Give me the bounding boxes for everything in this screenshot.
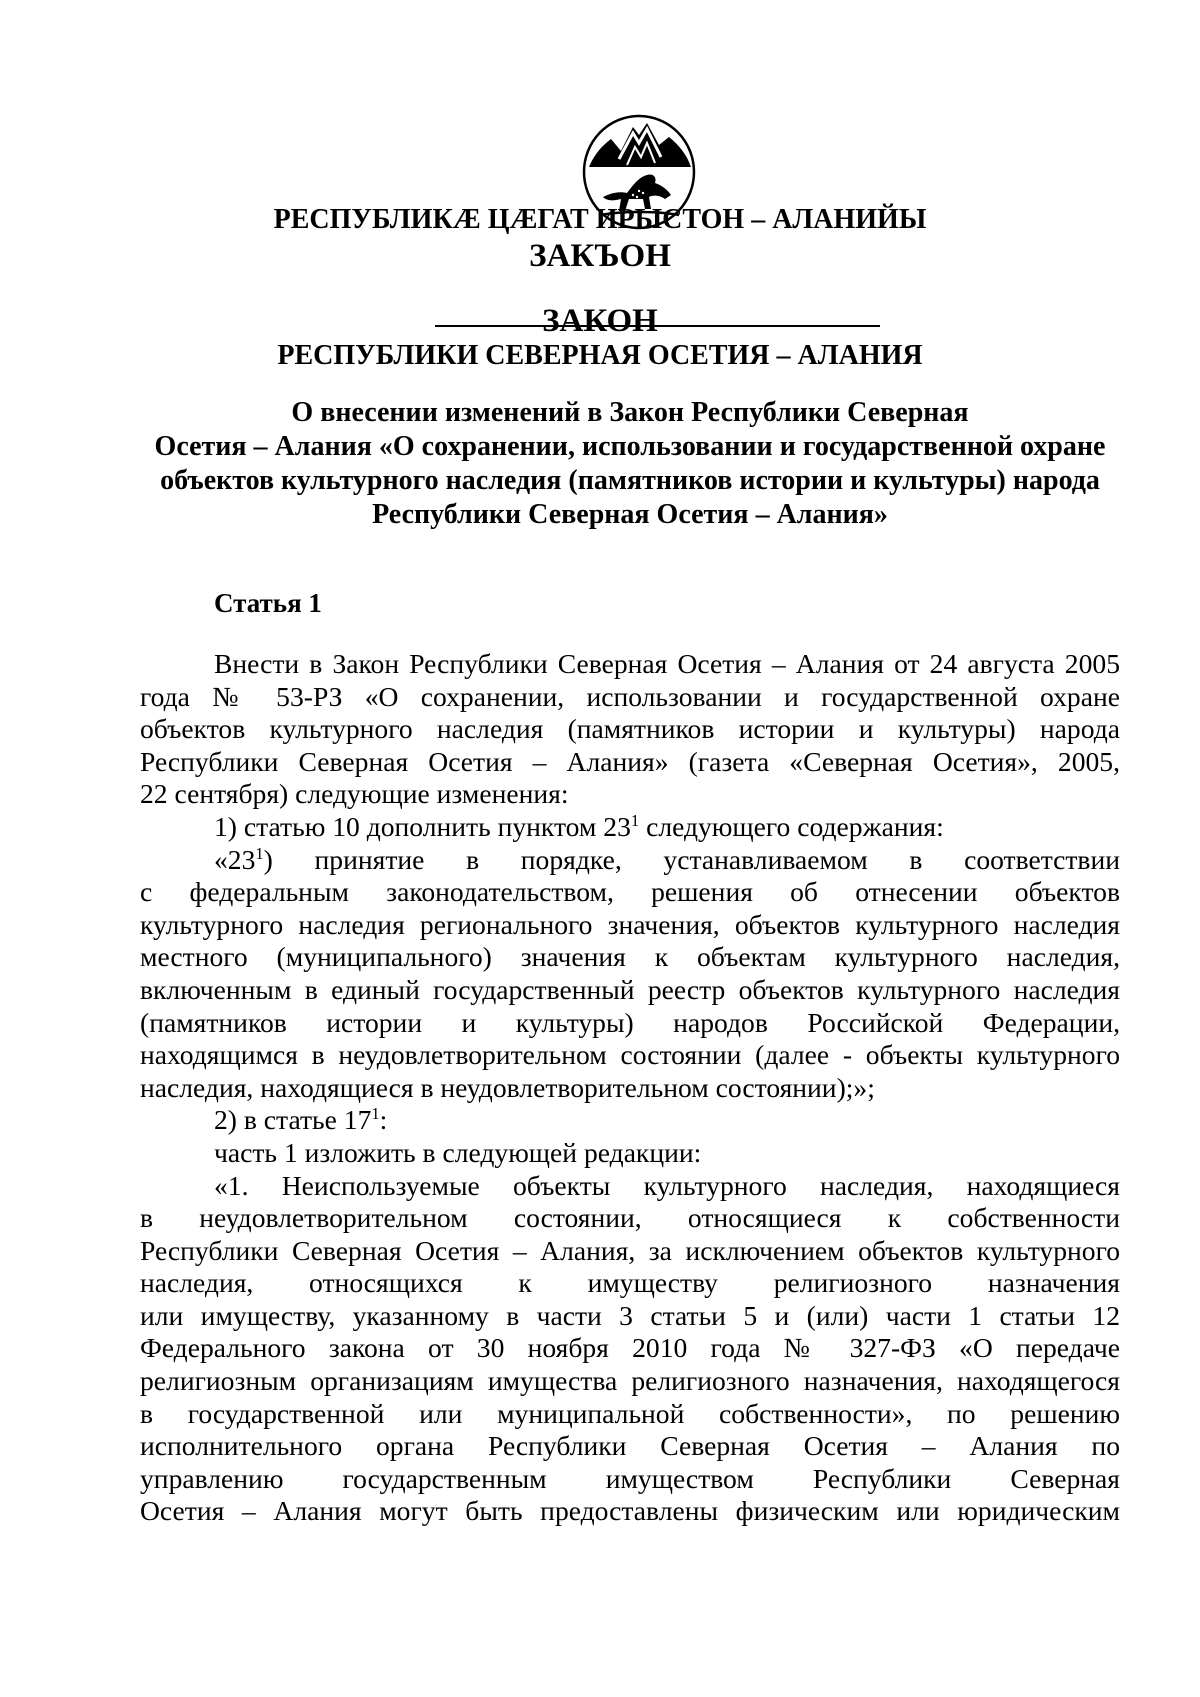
republic-name-ossetian: РЕСПУБЛИКӔ ЦӔГАТ ИРЫСТОН – АЛАНИЙЫ — [273, 204, 927, 235]
body-line: Осетия – Алания могут быть предоставлены физическим или юридическим — [140, 1495, 1120, 1527]
law-title-line: О внесении изменений в Закон Республики Северная — [291, 397, 969, 428]
body-line: года № 53-РЗ «О сохранении, использовании и государственной охране — [140, 680, 1120, 712]
law-title-line: Осетия – Алания «О сохранении, использовании и государственной охране — [154, 431, 1106, 462]
body-line: управлению государственным имуществом Республики Северная — [140, 1462, 1120, 1494]
body-line: или имуществу, указанному в части 3 статьи 5 и (или) части 1 статьи 12 — [140, 1299, 1120, 1331]
article-heading: Статья 1 — [214, 588, 322, 618]
law-body-text — [140, 648, 1120, 1528]
quote-2-first-line: «1. Неиспользуемые объекты культурного наследия, находящиеся — [214, 1169, 1120, 1201]
quote-1-open: «23 — [214, 843, 256, 875]
body-line: исполнительного органа Республики Северная Осетия – Алания по — [140, 1430, 1120, 1462]
body-line: в государственной или муниципальной собственности», по решению — [140, 1397, 1120, 1429]
quote-1-first-line — [140, 844, 1120, 877]
item-2-text-end: : — [379, 1104, 388, 1136]
law-title-line: объектов культурного наследия (памятников истории и культуры) народа — [160, 465, 1100, 496]
body-line: с федеральным законодательством, решения об отнесении объектов — [140, 876, 1120, 908]
item-1-text: 1) статью 10 дополнить пунктом 23 — [214, 810, 631, 842]
law-title-line: Республики Северная Осетия – Алания» — [372, 499, 888, 530]
body-line: в неудовлетворительном состоянии, относящиеся к собственности — [140, 1202, 1120, 1234]
body-line: наследия, относящихся к имуществу религиозного назначения — [140, 1267, 1120, 1299]
body-line: местного (муниципального) значения к объектам культурного наследия, — [140, 941, 1120, 973]
body-line: 22 сентября) следующие изменения: — [140, 778, 569, 810]
law-heading-ossetian: ЗАКЪОН — [529, 238, 671, 274]
body-line: Федерального закона от 30 ноября 2010 года № 327-ФЗ «О передаче — [140, 1332, 1120, 1364]
body-line: Республики Северная Осетия – Алания» (газета «Северная Осетия», 2005, — [140, 745, 1120, 777]
republic-name-russian: РЕСПУБЛИКИ СЕВЕРНАЯ ОСЕТИЯ – АЛАНИЯ — [277, 340, 923, 371]
law-title — [140, 396, 1120, 532]
body-line: Республики Северная Осетия – Алания, за исключением объектов культурного — [140, 1234, 1120, 1266]
superscript: 1 — [630, 810, 640, 830]
law-heading-russian: ЗАКОН — [542, 303, 658, 339]
body-line: религиозным организациям имущества религиозного назначения, находящегося — [140, 1365, 1120, 1397]
item-1-text-end: следующего содержания: — [639, 810, 944, 842]
body-line: находящимся в неудовлетворительном состоянии (далее - объекты культурного — [140, 1039, 1120, 1071]
body-line: (памятников истории и культуры) народов Российской Федерации, — [140, 1006, 1120, 1038]
body-line: объектов культурного наследия (памятников истории и культуры) народа — [140, 713, 1120, 745]
part-1-line: часть 1 изложить в следующей редакции: — [214, 1136, 702, 1168]
superscript: 1 — [371, 1104, 380, 1124]
item-2-line — [140, 1104, 1120, 1137]
item-1-line — [140, 811, 1120, 844]
body-line: включенным в единый государственный реестр объектов культурного наследия — [140, 973, 1120, 1005]
superscript: 1 — [255, 843, 264, 863]
quote-1-text: ) принятие в порядке, устанавливаемом в соответствии — [263, 843, 1120, 875]
body-line: наследия, находящиеся в неудовлетворительном состоянии);»; — [140, 1071, 875, 1103]
body-line: Внести в Закон Республики Северная Осетия – Алания от 24 августа 2005 — [214, 648, 1120, 679]
item-2-text: 2) в статье 17 — [214, 1104, 372, 1136]
body-line: культурного наследия регионального значения, объектов культурного наследия — [140, 908, 1120, 940]
